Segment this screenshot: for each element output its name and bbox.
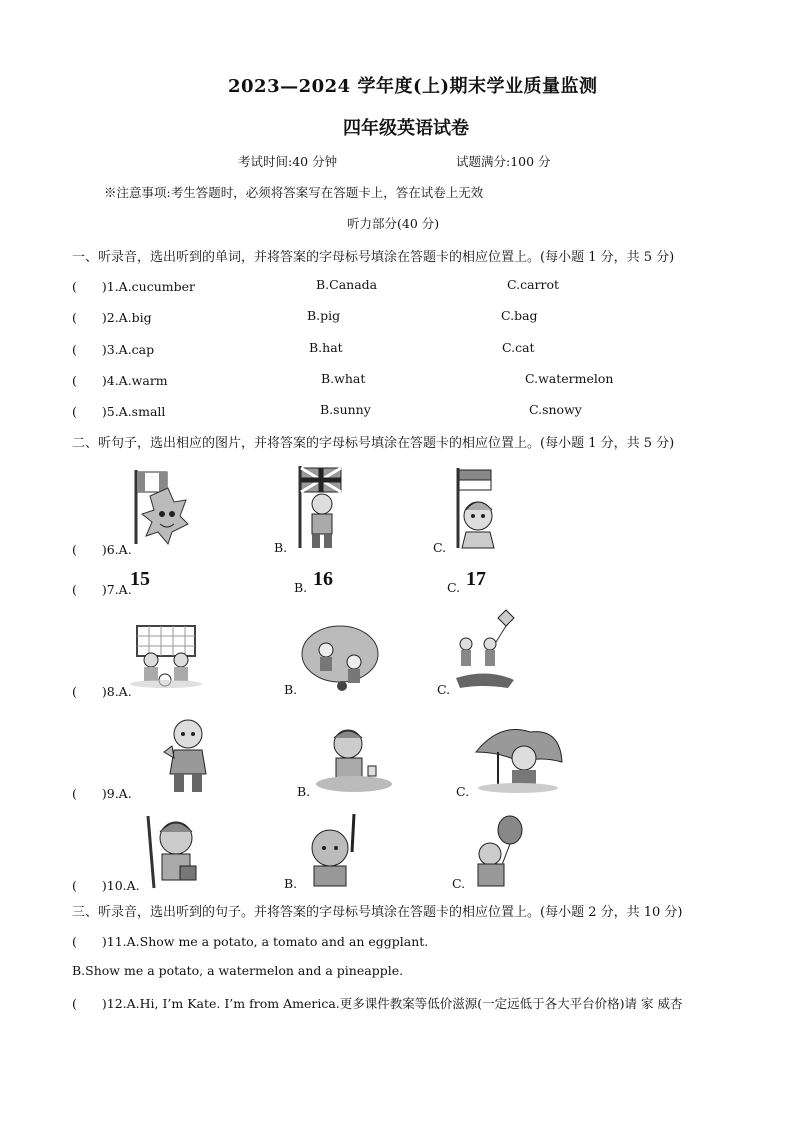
q1-b: B.Canada: [316, 277, 378, 292]
q3-b: B.hat: [309, 340, 343, 355]
q7-c-number: 17: [466, 568, 486, 590]
exam-time: 考试时间:40 分钟: [238, 154, 338, 169]
q5-c: C.snowy: [529, 402, 582, 417]
q3-a: ( )3.A.cap: [72, 342, 155, 357]
q2-c: C.bag: [501, 308, 538, 323]
boy-balloon-image: [470, 814, 530, 888]
q8-c-label: C.: [437, 682, 451, 697]
exam-subtitle: 四年级英语试卷: [343, 118, 469, 139]
q2-a: ( )2.A.big: [72, 310, 152, 325]
q1-a: ( )1.A.cucumber: [72, 279, 196, 294]
section2-heading: 二、听句子，选出相应的图片，并将答案的字母标号填涂在答题卡的相应位置上。(每小题 1 分，共 5 分): [72, 436, 675, 451]
uk-boy-flag-image: [294, 464, 346, 550]
singapore-girl-flag-image: [452, 466, 502, 550]
listening-part: 听力部分(40 分): [347, 216, 440, 231]
q7-b-label: B.: [294, 580, 308, 595]
q5-b: B.sunny: [320, 402, 371, 417]
q6-c-label: C.: [433, 540, 447, 555]
hot-boy-image: [160, 716, 216, 794]
q6-b-label: B.: [274, 540, 288, 555]
q10-b-label: B.: [284, 876, 298, 891]
q7-c-label: C.: [447, 580, 461, 595]
q9-a-label: ( )9.A.: [72, 786, 132, 801]
canada-leaf-flag-image: [128, 466, 198, 548]
basketball-kids-image: [296, 620, 382, 692]
exam-score: 试题满分:100 分: [456, 154, 551, 169]
snow-boy-image: [314, 724, 394, 794]
soccer-kids-image: [127, 620, 205, 688]
section1-heading: 一、听录音，选出听到的单词，并将答案的字母标号填涂在答题卡的相应位置上。(每小题 1 分，共 5 分): [72, 250, 675, 265]
q8-a-label: ( )8.A.: [72, 684, 132, 699]
kite-kids-image: [452, 608, 524, 692]
exam-notice: ※注意事项:考生答题时，必须将答案写在答题卡上，答在试卷上无效: [104, 185, 484, 200]
q11-a: ( )11.A.Show me a potato, a tomato and an eggplant.: [72, 934, 429, 949]
q9-b-label: B.: [297, 784, 311, 799]
girl-stick-image: [302, 812, 362, 888]
q10-a-label: ( )10.A.: [72, 878, 140, 893]
q4-b: B.what: [321, 371, 366, 386]
rainy-girl-image: [470, 722, 566, 794]
q7-b-number: 16: [313, 568, 333, 590]
q4-c: C.watermelon: [525, 371, 614, 386]
girl-bag-image: [140, 814, 206, 890]
q7-a-label: ( )7.A.: [72, 582, 132, 597]
section3-heading: 三、听录音，选出听到的句子。并将答案的字母标号填涂在答题卡的相应位置上。(每小题 2 分，共 10 分): [72, 905, 683, 920]
q11-b: B.Show me a potato, a watermelon and a pineapple.: [72, 963, 404, 978]
q10-c-label: C.: [452, 876, 466, 891]
exam-title: 2023—2024 学年度(上)期末学业质量监测: [228, 76, 598, 97]
q9-c-label: C.: [456, 784, 470, 799]
q5-a: ( )5.A.small: [72, 404, 166, 419]
q3-c: C.cat: [502, 340, 535, 355]
q2-b: B.pig: [307, 308, 341, 323]
q8-b-label: B.: [284, 682, 298, 697]
q12-a: ( )12.A.Hi, I’m Kate. I’m from America.更多课件教案等低价滋源(一定远低于各大平台价格)请 家 威杏: [72, 996, 683, 1011]
q7-a-number: 15: [130, 568, 150, 590]
q6-a-label: ( )6.A.: [72, 542, 132, 557]
q1-c: C.carrot: [507, 277, 560, 292]
q4-a: ( )4.A.warm: [72, 373, 168, 388]
